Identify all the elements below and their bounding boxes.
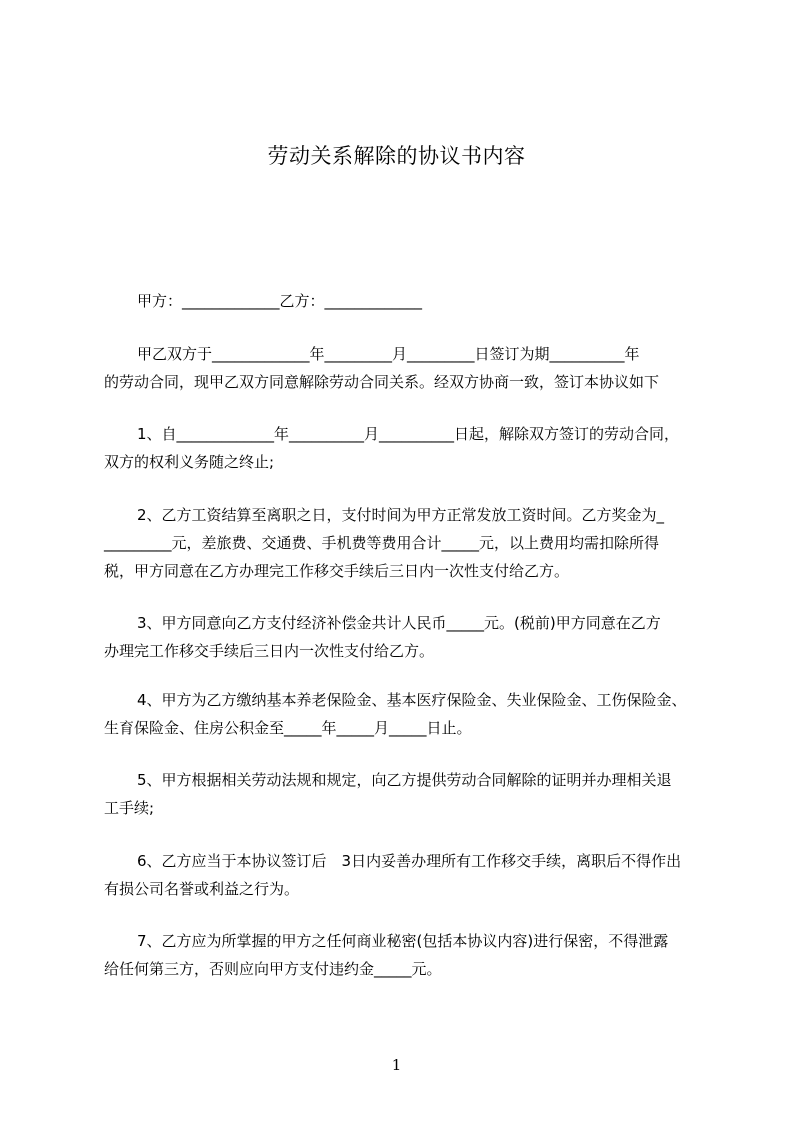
clause-1-line-1: 1、自_____________年__________月__________日起，解除双方签订的劳动合同， (137, 425, 680, 443)
intro-line-2: 的劳动合同，现甲乙双方同意解除劳动合同关系。经双方协商一致，签订本协议如下 (104, 373, 660, 391)
parties-line: 甲方：_____________乙方：_____________ (137, 292, 423, 310)
page-title: 劳动关系解除的协议书内容 (267, 144, 526, 168)
clause-3-line-1: 3、甲方同意向乙方支付经济补偿金共计人民币_____元。(税前)甲方同意在乙方 (137, 614, 661, 632)
clause-1-line-2: 双方的权利义务随之终止; (104, 453, 275, 471)
clause-2-line-1: 2、乙方工资结算至离职之日，支付时间为甲方正常发放工资时间。乙方奖金为_ (137, 506, 665, 524)
intro-line-1: 甲乙双方于_____________年_________月_________日签订为期__________年 (137, 345, 640, 363)
clause-6-line-2: 有损公司名誉或利益之行为。 (104, 880, 300, 898)
clause-7-line-2: 给任何第三方，否则应向甲方支付违约金_____元。 (104, 960, 442, 978)
clause-4-line-1: 4、甲方为乙方缴纳基本养老保险金、基本医疗保险金、失业保险金、工伤保险金、 (137, 691, 687, 709)
clause-2-line-3: 税，甲方同意在乙方办理完工作移交手续后三日内一次性支付给乙方。 (104, 562, 570, 580)
clause-6-line-1: 6、乙方应当于本协议签订后 3日内妥善办理所有工作移交手续，离职后不得作出 (137, 852, 682, 870)
clause-7-line-1: 7、乙方应为所掌握的甲方之任何商业秘密(包括本协议内容)进行保密，不得泄露 (137, 932, 669, 950)
page-number: 1 (391, 1056, 402, 1074)
clause-2-line-2: _________元，差旅费、交通费、手机费等费用合计_____元，以上费用均需扣除所得 (104, 534, 660, 552)
clause-4-line-2: 生育保险金、住房公积金至_____年_____月_____日止。 (104, 719, 472, 737)
clause-5-line-1: 5、甲方根据相关劳动法规和规定，向乙方提供劳动合同解除的证明并办理相关退 (137, 771, 672, 789)
clause-3-line-2: 办理完工作移交手续后三日内一次性支付给乙方。 (104, 642, 435, 660)
clause-5-line-2: 工手续; (104, 799, 155, 817)
